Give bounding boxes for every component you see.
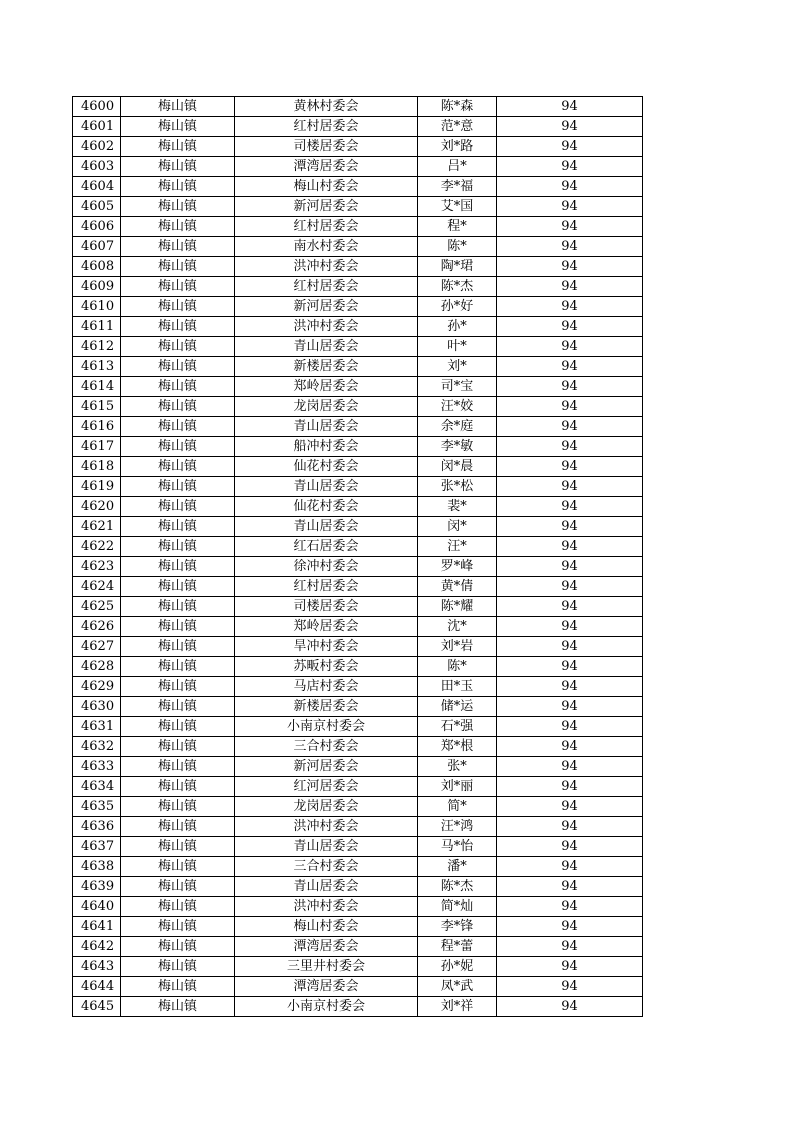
cell-town: 梅山镇 — [121, 137, 235, 157]
cell-town: 梅山镇 — [121, 97, 235, 117]
cell-row-number: 4644 — [73, 977, 121, 997]
cell-score: 94 — [497, 297, 643, 317]
cell-score: 94 — [497, 597, 643, 617]
cell-score: 94 — [497, 257, 643, 277]
cell-committee: 小南京村委会 — [235, 997, 418, 1017]
cell-town: 梅山镇 — [121, 837, 235, 857]
cell-town: 梅山镇 — [121, 697, 235, 717]
cell-score: 94 — [497, 97, 643, 117]
cell-score: 94 — [497, 797, 643, 817]
cell-town: 梅山镇 — [121, 377, 235, 397]
cell-committee: 红村居委会 — [235, 277, 418, 297]
cell-score: 94 — [497, 337, 643, 357]
cell-town: 梅山镇 — [121, 997, 235, 1017]
table-row — [73, 717, 643, 737]
cell-row-number: 4630 — [73, 697, 121, 717]
table-row — [73, 437, 643, 457]
cell-row-number: 4621 — [73, 517, 121, 537]
cell-person-name: 刘*祥 — [418, 997, 497, 1017]
cell-person-name: 沈* — [418, 617, 497, 637]
record-table-body — [73, 97, 643, 1017]
table-row — [73, 817, 643, 837]
cell-row-number: 4645 — [73, 997, 121, 1017]
cell-row-number: 4617 — [73, 437, 121, 457]
cell-row-number: 4603 — [73, 157, 121, 177]
cell-town: 梅山镇 — [121, 797, 235, 817]
table-row — [73, 997, 643, 1017]
cell-town: 梅山镇 — [121, 977, 235, 997]
cell-score: 94 — [497, 657, 643, 677]
table-row — [73, 937, 643, 957]
cell-town: 梅山镇 — [121, 717, 235, 737]
table-row — [73, 357, 643, 377]
cell-score: 94 — [497, 877, 643, 897]
cell-score: 94 — [497, 857, 643, 877]
cell-person-name: 简* — [418, 797, 497, 817]
table-row — [73, 897, 643, 917]
cell-town: 梅山镇 — [121, 577, 235, 597]
table-row — [73, 377, 643, 397]
cell-person-name: 李*锋 — [418, 917, 497, 937]
table-row — [73, 557, 643, 577]
cell-row-number: 4619 — [73, 477, 121, 497]
cell-committee: 小南京村委会 — [235, 717, 418, 737]
cell-row-number: 4641 — [73, 917, 121, 937]
cell-person-name: 叶* — [418, 337, 497, 357]
cell-town: 梅山镇 — [121, 517, 235, 537]
cell-score: 94 — [497, 577, 643, 597]
cell-committee: 洪冲村委会 — [235, 317, 418, 337]
cell-score: 94 — [497, 837, 643, 857]
cell-town: 梅山镇 — [121, 197, 235, 217]
cell-person-name: 孙*妮 — [418, 957, 497, 977]
cell-committee: 梅山村委会 — [235, 917, 418, 937]
cell-committee: 三合村委会 — [235, 737, 418, 757]
cell-committee: 三里井村委会 — [235, 957, 418, 977]
table-row — [73, 857, 643, 877]
cell-row-number: 4634 — [73, 777, 121, 797]
cell-town: 梅山镇 — [121, 897, 235, 917]
cell-score: 94 — [497, 617, 643, 637]
cell-row-number: 4607 — [73, 237, 121, 257]
cell-score: 94 — [497, 497, 643, 517]
cell-row-number: 4636 — [73, 817, 121, 837]
cell-committee: 船冲村委会 — [235, 437, 418, 457]
cell-person-name: 艾*国 — [418, 197, 497, 217]
cell-score: 94 — [497, 817, 643, 837]
cell-row-number: 4627 — [73, 637, 121, 657]
cell-committee: 司楼居委会 — [235, 597, 418, 617]
record-table — [72, 96, 643, 1017]
cell-committee: 青山居委会 — [235, 477, 418, 497]
table-row — [73, 477, 643, 497]
cell-row-number: 4639 — [73, 877, 121, 897]
table-row — [73, 537, 643, 557]
cell-committee: 洪冲村委会 — [235, 817, 418, 837]
cell-score: 94 — [497, 977, 643, 997]
cell-row-number: 4629 — [73, 677, 121, 697]
cell-committee: 龙岗居委会 — [235, 397, 418, 417]
cell-town: 梅山镇 — [121, 317, 235, 337]
cell-town: 梅山镇 — [121, 657, 235, 677]
table-row — [73, 237, 643, 257]
cell-row-number: 4631 — [73, 717, 121, 737]
cell-committee: 旱冲村委会 — [235, 637, 418, 657]
cell-committee: 青山居委会 — [235, 417, 418, 437]
cell-town: 梅山镇 — [121, 537, 235, 557]
cell-committee: 司楼居委会 — [235, 137, 418, 157]
table-row — [73, 977, 643, 997]
cell-person-name: 储*运 — [418, 697, 497, 717]
cell-person-name: 罗*峰 — [418, 557, 497, 577]
cell-person-name: 刘* — [418, 357, 497, 377]
cell-committee: 潭湾居委会 — [235, 937, 418, 957]
cell-row-number: 4624 — [73, 577, 121, 597]
cell-score: 94 — [497, 317, 643, 337]
table-row — [73, 657, 643, 677]
cell-score: 94 — [497, 517, 643, 537]
cell-person-name: 黄*倩 — [418, 577, 497, 597]
cell-score: 94 — [497, 557, 643, 577]
cell-town: 梅山镇 — [121, 237, 235, 257]
cell-committee: 三合村委会 — [235, 857, 418, 877]
cell-person-name: 李*福 — [418, 177, 497, 197]
cell-person-name: 范*意 — [418, 117, 497, 137]
cell-person-name: 陈*耀 — [418, 597, 497, 617]
cell-row-number: 4601 — [73, 117, 121, 137]
cell-town: 梅山镇 — [121, 477, 235, 497]
cell-committee: 红河居委会 — [235, 777, 418, 797]
cell-person-name: 潘* — [418, 857, 497, 877]
cell-score: 94 — [497, 157, 643, 177]
table-row — [73, 277, 643, 297]
cell-row-number: 4612 — [73, 337, 121, 357]
table-row — [73, 757, 643, 777]
table-row — [73, 917, 643, 937]
table-row — [73, 117, 643, 137]
cell-row-number: 4642 — [73, 937, 121, 957]
cell-person-name: 刘*丽 — [418, 777, 497, 797]
table-row — [73, 317, 643, 337]
cell-score: 94 — [497, 537, 643, 557]
cell-score: 94 — [497, 117, 643, 137]
cell-town: 梅山镇 — [121, 737, 235, 757]
cell-town: 梅山镇 — [121, 217, 235, 237]
cell-person-name: 简*灿 — [418, 897, 497, 917]
cell-person-name: 郑*根 — [418, 737, 497, 757]
cell-row-number: 4638 — [73, 857, 121, 877]
table-row — [73, 337, 643, 357]
cell-person-name: 司*宝 — [418, 377, 497, 397]
cell-committee: 红村居委会 — [235, 117, 418, 137]
cell-score: 94 — [497, 277, 643, 297]
cell-person-name: 马*怡 — [418, 837, 497, 857]
cell-score: 94 — [497, 217, 643, 237]
cell-committee: 新楼居委会 — [235, 357, 418, 377]
cell-town: 梅山镇 — [121, 557, 235, 577]
cell-row-number: 4628 — [73, 657, 121, 677]
cell-committee: 洪冲村委会 — [235, 897, 418, 917]
cell-row-number: 4637 — [73, 837, 121, 857]
cell-person-name: 孙*好 — [418, 297, 497, 317]
cell-person-name: 孙* — [418, 317, 497, 337]
cell-town: 梅山镇 — [121, 157, 235, 177]
cell-row-number: 4605 — [73, 197, 121, 217]
cell-person-name: 陶*珺 — [418, 257, 497, 277]
table-row — [73, 157, 643, 177]
cell-committee: 青山居委会 — [235, 877, 418, 897]
cell-row-number: 4622 — [73, 537, 121, 557]
cell-town: 梅山镇 — [121, 457, 235, 477]
cell-person-name: 汪*鸿 — [418, 817, 497, 837]
cell-committee: 仙花村委会 — [235, 457, 418, 477]
cell-person-name: 田*玉 — [418, 677, 497, 697]
cell-person-name: 裴* — [418, 497, 497, 517]
cell-score: 94 — [497, 717, 643, 737]
cell-person-name: 陈* — [418, 657, 497, 677]
cell-town: 梅山镇 — [121, 277, 235, 297]
cell-town: 梅山镇 — [121, 497, 235, 517]
cell-row-number: 4608 — [73, 257, 121, 277]
cell-committee: 梅山村委会 — [235, 177, 418, 197]
cell-committee: 青山居委会 — [235, 837, 418, 857]
cell-person-name: 汪*姣 — [418, 397, 497, 417]
cell-score: 94 — [497, 777, 643, 797]
cell-row-number: 4616 — [73, 417, 121, 437]
cell-row-number: 4643 — [73, 957, 121, 977]
cell-row-number: 4604 — [73, 177, 121, 197]
cell-committee: 潭湾居委会 — [235, 157, 418, 177]
cell-person-name: 刘*岩 — [418, 637, 497, 657]
cell-score: 94 — [497, 477, 643, 497]
table-row — [73, 497, 643, 517]
cell-row-number: 4620 — [73, 497, 121, 517]
cell-town: 梅山镇 — [121, 257, 235, 277]
table-row — [73, 417, 643, 437]
table-row — [73, 197, 643, 217]
cell-person-name: 余*庭 — [418, 417, 497, 437]
cell-person-name: 凤*武 — [418, 977, 497, 997]
table-row — [73, 457, 643, 477]
cell-score: 94 — [497, 677, 643, 697]
table-row — [73, 837, 643, 857]
cell-row-number: 4615 — [73, 397, 121, 417]
cell-committee: 新楼居委会 — [235, 697, 418, 717]
cell-row-number: 4635 — [73, 797, 121, 817]
cell-town: 梅山镇 — [121, 437, 235, 457]
table-row — [73, 877, 643, 897]
cell-town: 梅山镇 — [121, 937, 235, 957]
table-row — [73, 257, 643, 277]
cell-person-name: 闵* — [418, 517, 497, 537]
cell-town: 梅山镇 — [121, 417, 235, 437]
cell-score: 94 — [497, 637, 643, 657]
cell-score: 94 — [497, 437, 643, 457]
cell-person-name: 刘*路 — [418, 137, 497, 157]
cell-town: 梅山镇 — [121, 597, 235, 617]
cell-row-number: 4618 — [73, 457, 121, 477]
cell-town: 梅山镇 — [121, 117, 235, 137]
cell-score: 94 — [497, 957, 643, 977]
cell-committee: 黄林村委会 — [235, 97, 418, 117]
cell-town: 梅山镇 — [121, 757, 235, 777]
cell-person-name: 陈*森 — [418, 97, 497, 117]
cell-town: 梅山镇 — [121, 617, 235, 637]
cell-score: 94 — [497, 997, 643, 1017]
cell-person-name: 李*敏 — [418, 437, 497, 457]
cell-committee: 徐冲村委会 — [235, 557, 418, 577]
cell-score: 94 — [497, 177, 643, 197]
cell-town: 梅山镇 — [121, 817, 235, 837]
table-row — [73, 957, 643, 977]
table-row — [73, 297, 643, 317]
cell-committee: 洪冲村委会 — [235, 257, 418, 277]
cell-committee: 马店村委会 — [235, 677, 418, 697]
cell-town: 梅山镇 — [121, 677, 235, 697]
cell-committee: 青山居委会 — [235, 517, 418, 537]
table-row — [73, 777, 643, 797]
cell-person-name: 张*松 — [418, 477, 497, 497]
cell-person-name: 张* — [418, 757, 497, 777]
cell-score: 94 — [497, 197, 643, 217]
cell-person-name: 陈*杰 — [418, 277, 497, 297]
table-row — [73, 97, 643, 117]
table-row — [73, 577, 643, 597]
cell-row-number: 4632 — [73, 737, 121, 757]
table-row — [73, 137, 643, 157]
table-row — [73, 217, 643, 237]
cell-committee: 南水村委会 — [235, 237, 418, 257]
cell-committee: 新河居委会 — [235, 757, 418, 777]
cell-row-number: 4613 — [73, 357, 121, 377]
cell-person-name: 吕* — [418, 157, 497, 177]
cell-person-name: 闵*晨 — [418, 457, 497, 477]
cell-score: 94 — [497, 937, 643, 957]
cell-row-number: 4609 — [73, 277, 121, 297]
cell-town: 梅山镇 — [121, 357, 235, 377]
cell-person-name: 陈* — [418, 237, 497, 257]
cell-town: 梅山镇 — [121, 297, 235, 317]
cell-town: 梅山镇 — [121, 917, 235, 937]
table-row — [73, 697, 643, 717]
cell-committee: 潭湾居委会 — [235, 977, 418, 997]
cell-committee: 新河居委会 — [235, 297, 418, 317]
cell-person-name: 汪* — [418, 537, 497, 557]
cell-committee: 红石居委会 — [235, 537, 418, 557]
table-row — [73, 677, 643, 697]
cell-score: 94 — [497, 397, 643, 417]
cell-row-number: 4606 — [73, 217, 121, 237]
cell-row-number: 4623 — [73, 557, 121, 577]
cell-row-number: 4610 — [73, 297, 121, 317]
cell-town: 梅山镇 — [121, 337, 235, 357]
table-row — [73, 517, 643, 537]
cell-score: 94 — [497, 237, 643, 257]
cell-score: 94 — [497, 737, 643, 757]
cell-row-number: 4625 — [73, 597, 121, 617]
cell-committee: 龙岗居委会 — [235, 797, 418, 817]
table-row — [73, 597, 643, 617]
cell-committee: 青山居委会 — [235, 337, 418, 357]
cell-score: 94 — [497, 917, 643, 937]
cell-row-number: 4611 — [73, 317, 121, 337]
cell-row-number: 4640 — [73, 897, 121, 917]
cell-committee: 红村居委会 — [235, 577, 418, 597]
table-row — [73, 617, 643, 637]
cell-town: 梅山镇 — [121, 177, 235, 197]
cell-person-name: 程*蕾 — [418, 937, 497, 957]
cell-town: 梅山镇 — [121, 777, 235, 797]
cell-row-number: 4600 — [73, 97, 121, 117]
cell-town: 梅山镇 — [121, 957, 235, 977]
cell-score: 94 — [497, 757, 643, 777]
cell-town: 梅山镇 — [121, 857, 235, 877]
cell-score: 94 — [497, 377, 643, 397]
cell-row-number: 4633 — [73, 757, 121, 777]
cell-person-name: 陈*杰 — [418, 877, 497, 897]
cell-score: 94 — [497, 357, 643, 377]
cell-committee: 仙花村委会 — [235, 497, 418, 517]
table-row — [73, 397, 643, 417]
cell-committee: 苏畈村委会 — [235, 657, 418, 677]
cell-row-number: 4602 — [73, 137, 121, 157]
cell-town: 梅山镇 — [121, 637, 235, 657]
cell-town: 梅山镇 — [121, 397, 235, 417]
cell-score: 94 — [497, 137, 643, 157]
cell-committee: 红村居委会 — [235, 217, 418, 237]
cell-committee: 新河居委会 — [235, 197, 418, 217]
table-row — [73, 177, 643, 197]
cell-score: 94 — [497, 697, 643, 717]
cell-score: 94 — [497, 417, 643, 437]
table-row — [73, 797, 643, 817]
table-row — [73, 637, 643, 657]
cell-committee: 郑岭居委会 — [235, 377, 418, 397]
cell-town: 梅山镇 — [121, 877, 235, 897]
cell-score: 94 — [497, 457, 643, 477]
cell-person-name: 程* — [418, 217, 497, 237]
cell-row-number: 4626 — [73, 617, 121, 637]
cell-person-name: 石*强 — [418, 717, 497, 737]
table-row — [73, 737, 643, 757]
cell-score: 94 — [497, 897, 643, 917]
cell-committee: 郑岭居委会 — [235, 617, 418, 637]
cell-row-number: 4614 — [73, 377, 121, 397]
